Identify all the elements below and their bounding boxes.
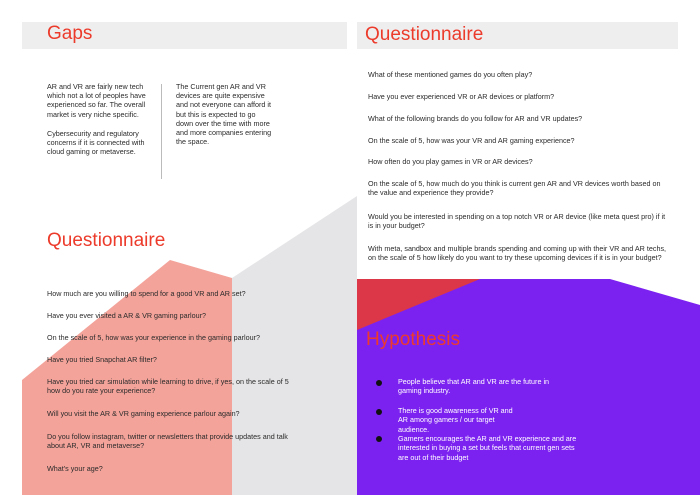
questionnaire-left-item: On the scale of 5, how was your experience in the gaming parlour? xyxy=(47,333,260,342)
questionnaire-right-item: Have you ever experienced VR or AR devices or platform? xyxy=(368,92,555,101)
hypothesis-item: There is good awareness of VR and AR among gamers / our target audience. xyxy=(398,406,513,434)
questionnaire-right-item: On the scale of 5, how was your VR and AR gaming experience? xyxy=(368,136,575,145)
hypothesis-title: Hypothesis xyxy=(366,329,460,350)
questionnaire-right-title: Questionnaire xyxy=(365,24,484,45)
bullet-icon xyxy=(376,409,382,415)
gaps-col1-paragraph-1: AR and VR are fairly new tech which not a lot of peoples have experienced so far. The overall market is very niche specific. xyxy=(47,82,146,119)
questionnaire-left-item: Have you ever visited a AR & VR gaming parlour? xyxy=(47,311,207,320)
bullet-icon xyxy=(376,380,382,386)
questionnaire-right-item: How often do you play games in VR or AR devices? xyxy=(368,157,533,166)
gaps-title: Gaps xyxy=(47,23,93,44)
questionnaire-left-item: What's your age? xyxy=(47,464,103,473)
questionnaire-left-item: How much are you willing to spend for a good VR and AR set? xyxy=(47,289,246,298)
bullet-icon xyxy=(376,436,382,442)
questionnaire-left-item: Have you tried car simulation while learning to drive, if yes, on the scale of 5 how do you rate your experience? xyxy=(47,377,289,396)
gaps-col2-paragraph-1: The Current gen AR and VR devices are quite expensive and not everyone can afford it but this is expected to go down over the time with more and more companies entering the space. xyxy=(176,82,272,147)
questionnaire-left-item: Will you visit the AR & VR gaming experience parlour again? xyxy=(47,409,240,418)
gaps-col1-paragraph-2: Cybersecurity and regulatory concerns if it is connected with cloud gaming or metaverse. xyxy=(47,128,145,157)
questionnaire-right-item: What of these mentioned games do you often play? xyxy=(368,70,533,79)
questionnaire-right-item: What of the following brands do you follow for AR and VR updates? xyxy=(368,114,583,123)
questionnaire-right-item: Would you be interested in spending on a top notch VR or AR device (like meta quest pro) if it is in your budget? xyxy=(368,212,666,231)
hypothesis-item: Gamers encourages the AR and VR experience and are interested in buying a set but feels that current gen sets are out of their budget xyxy=(398,434,577,462)
gaps-column-2 xyxy=(176,82,272,146)
questionnaire-right-item: With meta, sandbox and multiple brands spending and coming up with their VR and AR techs, on the scale of 5 how likely do you want to try these upcoming devices if it is in your budget? xyxy=(368,244,667,263)
questionnaire-right-item: On the scale of 5, how much do you think is current gen AR and VR devices worth based on the value and experience they provide? xyxy=(368,179,661,198)
gaps-divider xyxy=(161,84,162,179)
questionnaire-left-item: Have you tried Snapchat AR filter? xyxy=(47,355,157,364)
questionnaire-left-title: Questionnaire xyxy=(47,230,166,251)
gaps-column-1 xyxy=(47,82,149,156)
hypothesis-item: People believe that AR and VR are the future in gaming industry. xyxy=(398,377,550,396)
questionnaire-left-item: Do you follow instagram, twitter or newsletters that provide updates and talk about AR, VR and metaverse? xyxy=(47,432,288,451)
